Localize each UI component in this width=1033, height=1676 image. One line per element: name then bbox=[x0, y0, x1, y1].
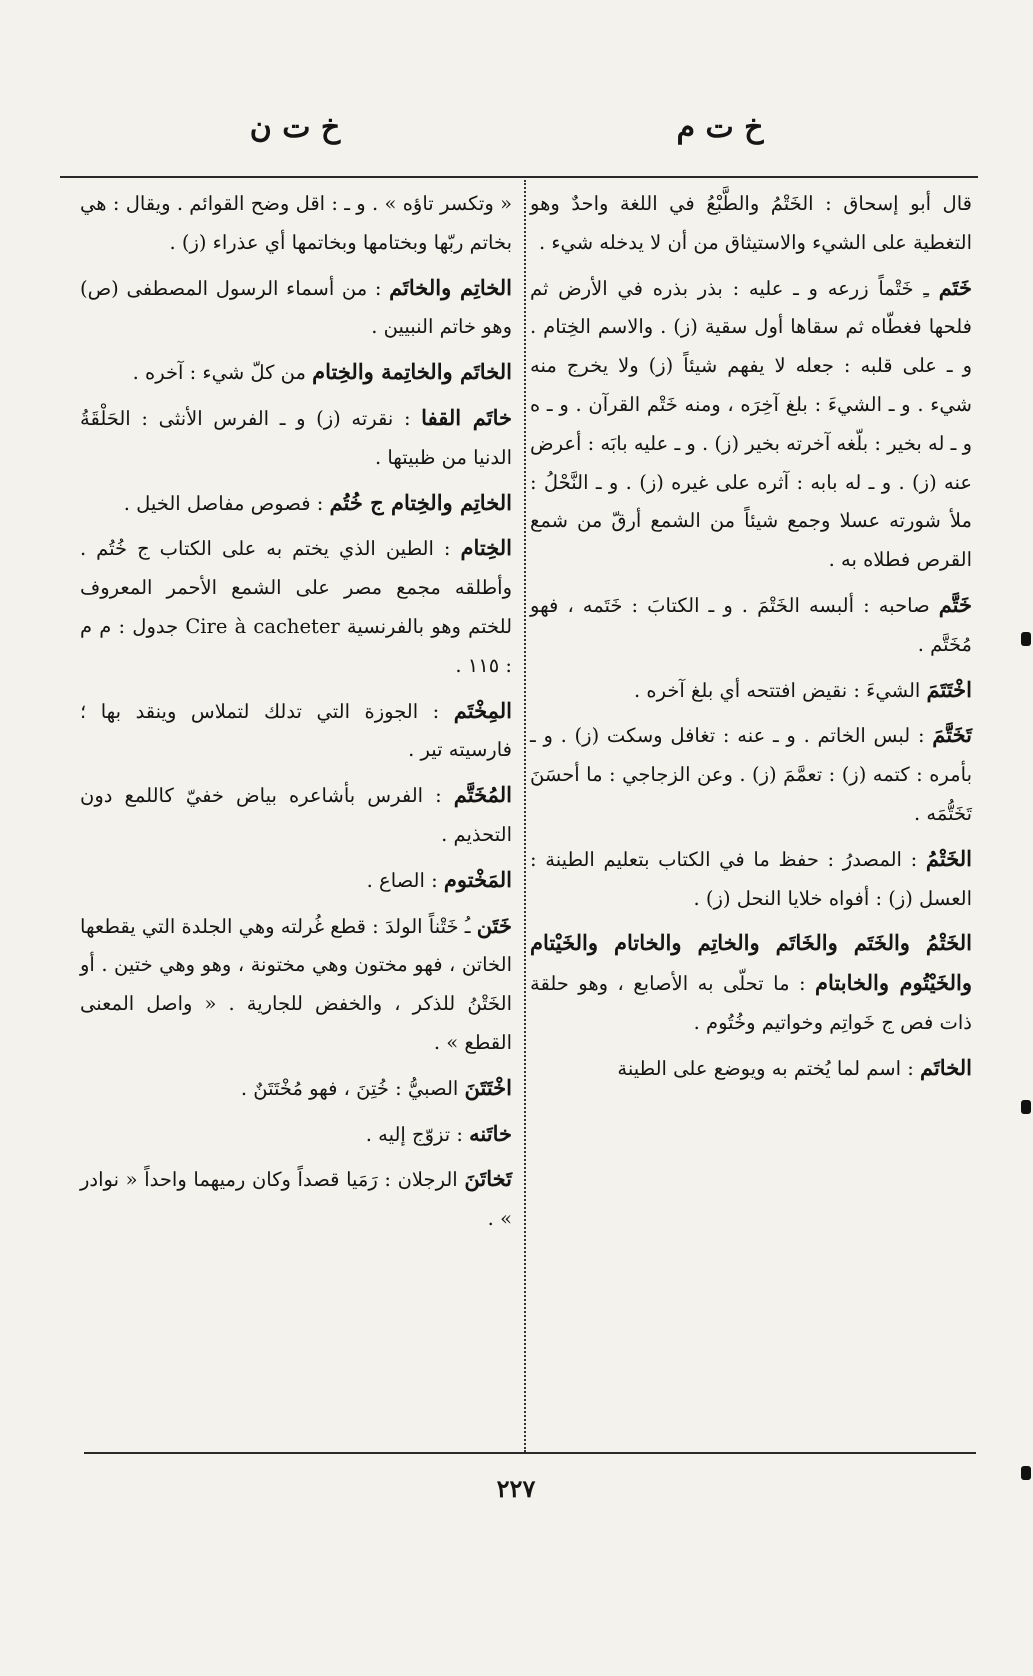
definition: : من أسماء الرسول المصطفى (ص) وهو خاتم النبيين . bbox=[80, 276, 512, 339]
left-column bbox=[80, 184, 512, 1245]
definition: : لبس الخاتم . و ـ عنه : تغافل وسكت (ز) . و ـ بأمره : كتمه (ز) : تعمَّمَ (ز) . وعن الزجاجي : ما أحسَنَ تَخَتُّمَه . bbox=[530, 724, 972, 825]
headword: خَتَم bbox=[938, 274, 972, 300]
definition: : الطين الذي يختم به على الكتاب ج خُتُم . وأطلقه مجمع مصر على الشمع الأحمر المعروف للختم وهو بالفرنسية Cire à cacheter جدول : م م : ١١٥ . bbox=[80, 537, 513, 677]
headword: اخْتَتَمَ bbox=[926, 676, 972, 702]
definition: الرجلان : رَمَيا قصداً وكان رميهما واحداً « نوادر » . bbox=[80, 1168, 512, 1231]
headword: الخاتِم والخاتَم bbox=[389, 274, 513, 300]
entry bbox=[80, 692, 512, 771]
headword: خَتَن bbox=[476, 912, 512, 938]
headword: المُخَتَّم bbox=[453, 782, 512, 808]
definition: : الصاع . bbox=[366, 868, 444, 892]
entry bbox=[80, 861, 512, 901]
headword: الخاتَم bbox=[919, 1054, 972, 1080]
definition: : تزوّج إليه . bbox=[365, 1122, 470, 1146]
definition: صاحبه : ألبسه الخَتْمَ . و ـ الكتابَ : خَتَمه ، فهو مُخَتَّم . bbox=[530, 593, 972, 656]
definition: الشيءَ : نقيض افتتحه أي بلغ آخره . bbox=[633, 678, 927, 702]
page-number: ٢٢٧ bbox=[496, 1474, 536, 1503]
entry bbox=[530, 184, 972, 263]
definition: ـُ خَتْناً الولدَ : قطع غُرلته وهي الجلدة التي يقطعها الخاتن ، فهو مختون وهي مختونة ، وهو وهي ختين . أو الخَتْنُ للذكر ، والخفض للجارية . « واصل المعنى القطع » . bbox=[80, 914, 512, 1054]
entry bbox=[80, 1160, 512, 1239]
definition: قال أبو إسحاق : الخَتْمُ والطَّبْعُ في اللغة واحدٌ وهو التغطية على الشيء والاستيثاق من أن لا يدخله شيء . bbox=[530, 192, 972, 254]
entry bbox=[80, 1069, 512, 1109]
entry bbox=[80, 907, 512, 1063]
scan-mark bbox=[1021, 1466, 1031, 1480]
entry bbox=[80, 484, 512, 524]
definition: من كلّ شيء : آخره . bbox=[132, 361, 313, 385]
headword: الخَتْمُ bbox=[925, 845, 972, 871]
entry bbox=[80, 1115, 512, 1155]
headword: الخَتْمُ والخَتَم والخَاتَم والخاتِم والخاتام والخَيْتام والخَيْتُوم والخابتام bbox=[530, 930, 972, 996]
entry bbox=[530, 671, 972, 711]
headword: خاتَنه bbox=[469, 1120, 512, 1146]
headword: خَتَّم bbox=[938, 591, 972, 617]
entry bbox=[530, 840, 972, 919]
headword: خاتَم القفا bbox=[421, 404, 512, 430]
entry bbox=[530, 586, 972, 665]
definition: : ما تحلّى به الأصابع ، وهو حلقة ذات فص ج خَواتِم وخواتيم وخُتُوم . bbox=[530, 972, 972, 1034]
definition: : الفرس بأشاعره بياض خفيّ كاللمع دون التحذيم . bbox=[80, 784, 512, 846]
entry bbox=[80, 184, 512, 263]
scan-mark bbox=[1021, 632, 1031, 646]
headword: المَخْتوم bbox=[443, 866, 512, 892]
right-column-header: خ ت م bbox=[676, 110, 764, 145]
bottom-rule bbox=[84, 1452, 976, 1454]
definition: : اسم لما يُختم به ويوضع على الطينة bbox=[617, 1056, 920, 1080]
headword: الخاتِم والخِتام ج خُتُم bbox=[329, 489, 512, 515]
definition: : المصدرُ : حفظ ما في الكتاب بتعليم الطينة : العسل (ز) : أفواه خلايا النحل (ز) . bbox=[530, 847, 972, 910]
entry bbox=[80, 529, 512, 685]
headword: اخْتَتَنَ bbox=[464, 1074, 512, 1100]
definition: : فصوص مفاصل الخيل . bbox=[123, 491, 330, 515]
entry bbox=[80, 269, 512, 348]
entry bbox=[530, 924, 972, 1042]
entry bbox=[530, 1049, 972, 1089]
headword: الخاتَم والخاتِمة والخِتام bbox=[312, 359, 512, 385]
definition: ـِ خَتْماً زرعه و ـ عليه : بذر بذره في الأرض ثم فلحها فغطّاه ثم سقاها أول سقية (ز) . والاسم الخِتام . و ـ على قلبه : جعله لا يفهم شيئاً (ز) ولا يخرج منه شيء . و ـ الشيءَ : بلغ آخِرَه ، ومنه خَتْم القرآن . و ـ ه و ـ له بخير : بلّغه آخرته بخير (ز) . و ـ عليه بابَه : أعرض عنه (ز) . و ـ له بابه : آثره على غيره (ز) . و ـ النَّحْلُ : ملأ شورته عسلا وجمع شيئاً من الشمع أرقّ من شمع القرص فطلاه به . bbox=[530, 276, 972, 572]
entry bbox=[80, 776, 512, 855]
right-column bbox=[530, 184, 972, 1095]
definition: الصبيُّ : خُتِنَ ، فهو مُخْتَتَنٌ . bbox=[240, 1076, 465, 1100]
left-column-header: خ ت ن bbox=[249, 110, 341, 145]
headword: تَخَتَّمَ bbox=[932, 722, 972, 748]
entry bbox=[80, 399, 512, 478]
definition: « وتكسر تاؤه » . و ـ : اقل وضح القوائم . ويقال : هي بخاتم ربّها وبختامها وبخاتمها أي عذراء (ز) . bbox=[80, 192, 512, 254]
scan-mark bbox=[1021, 1100, 1031, 1114]
definition: : الجوزة التي تدلك لتملاس وينقد بها ؛ فارسيته تير . bbox=[80, 699, 512, 762]
entry bbox=[80, 353, 512, 393]
headword: المِخْتَم bbox=[453, 697, 512, 723]
top-rule bbox=[60, 176, 978, 178]
column-separator bbox=[524, 180, 526, 1452]
headword: تَخاتَنَ bbox=[464, 1166, 512, 1192]
definition: : نقرته (ز) و ـ الفرس الأنثى : الحَلْقَةُ الدنيا من ظبيتها . bbox=[80, 406, 512, 469]
entry bbox=[530, 269, 972, 580]
headword: الخِتام bbox=[460, 535, 512, 561]
entry bbox=[530, 716, 972, 833]
